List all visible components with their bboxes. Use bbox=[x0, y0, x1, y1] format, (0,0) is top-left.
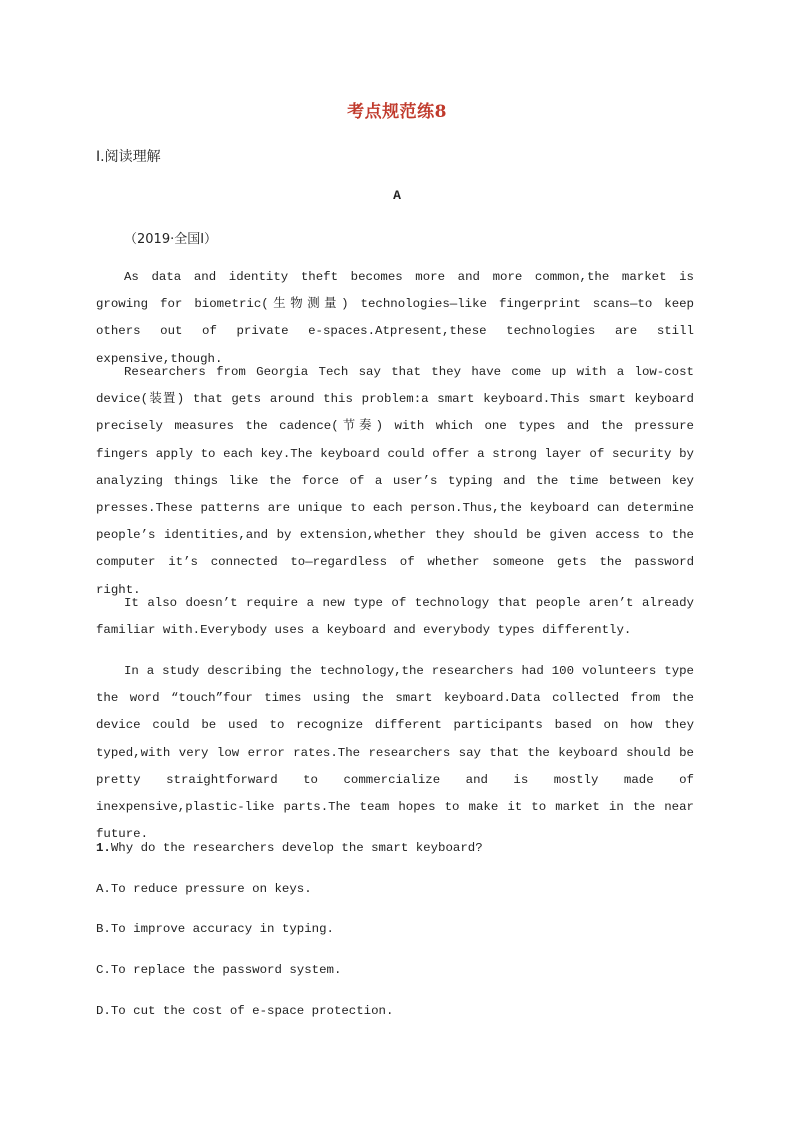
option-a: A.To reduce pressure on keys. bbox=[96, 882, 312, 896]
passage-source: （2019·全国Ⅰ） bbox=[124, 232, 218, 247]
option-c: C.To replace the password system. bbox=[96, 963, 342, 977]
question-number: 1. bbox=[96, 841, 111, 855]
passage-paragraph-3: It also doesn’t require a new type of technology that people aren’t already familiar with.Everybody uses a keyboard and everybody types differently. bbox=[96, 596, 694, 638]
passage-paragraph-4: In a study describing the technology,the researchers had 100 volunteers type the word “touch”four times using the smart keyboard.Data collected from the device could be used to recognize different participants based on how they typed,with very low error rates.The researchers say that the keyboard should be pretty straightforward to commercialize and is mostly made of inexpensive,plastic-like parts.The team hopes to make it to market in the near future. bbox=[96, 664, 694, 842]
question-stem bbox=[96, 838, 483, 858]
page-title: 考点规范练8 bbox=[347, 102, 447, 122]
option-b: B.To improve accuracy in typing. bbox=[96, 922, 334, 936]
option-d: D.To cut the cost of e-space protection. bbox=[96, 1004, 394, 1018]
question-text: Why do the researchers develop the smart keyboard? bbox=[110, 841, 483, 855]
passage-paragraph-2: Researchers from Georgia Tech say that they have come up with a low-cost device(装置) that gets around this problem:a smart keyboard.This smart keyboard precisely measures the cadence(节奏) with which one types and the pressure fingers apply to each key.The keyboard could offer a strong layer of security by analyzing things like the force of a user’s typing and the time between key presses.These patterns are unique to each person.Thus,the keyboard can determine people’s identities,and by extension,whether they should be given access to the computer it’s connected to—regardless of whether someone gets the password right. bbox=[96, 365, 694, 597]
passage-paragraph-1: As data and identity theft becomes more and more common,the market is growing for biometric(生物测量) technologies—like fingerprint scans—to keep others out of private e-spaces.Atpresent,these technologies are still expensive,though. bbox=[96, 270, 694, 366]
section-heading: Ⅰ.阅读理解 bbox=[96, 149, 161, 165]
passage-label: A bbox=[393, 188, 401, 203]
